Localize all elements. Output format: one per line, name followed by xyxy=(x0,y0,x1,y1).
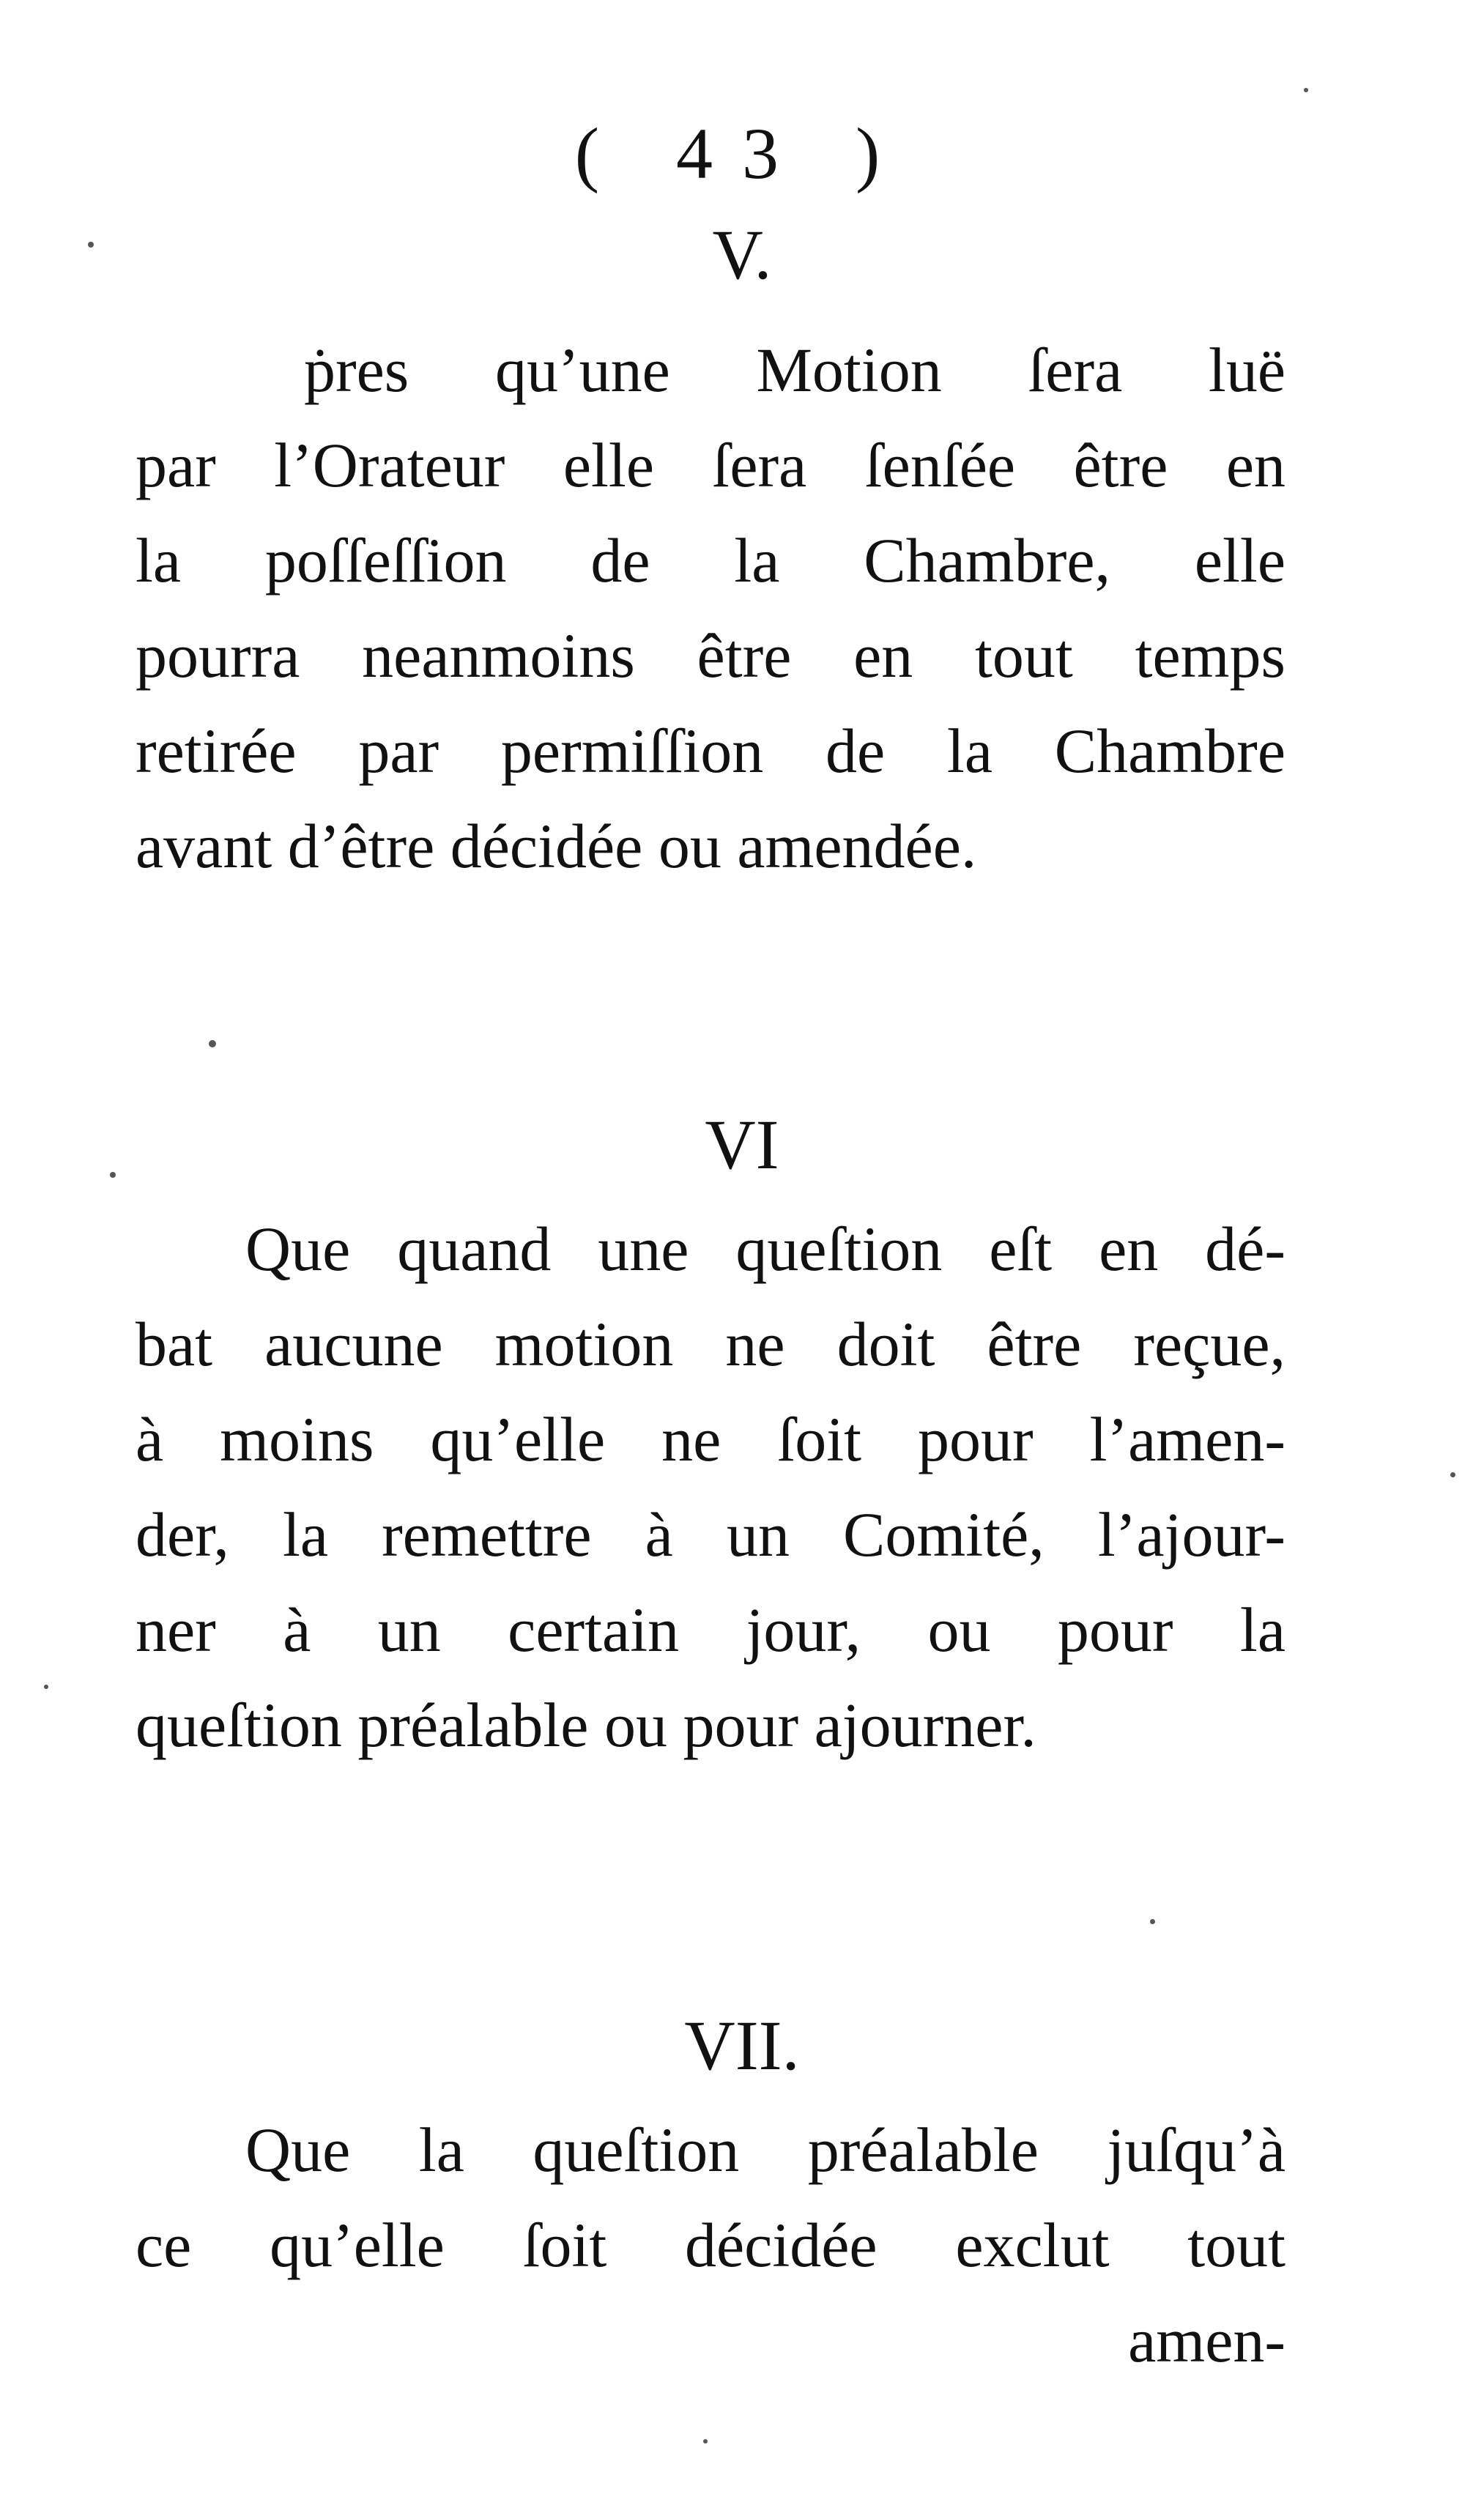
text-line: Que la queſtion préalable juſqu’à xyxy=(245,2115,1285,2185)
text-line: ce qu’elle ſoit décidée exclut tout xyxy=(136,2210,1285,2280)
text-line: à moins qu’elle ne ſoit pour l’amen- xyxy=(136,1404,1285,1474)
ink-speck xyxy=(1450,1472,1455,1477)
ink-speck xyxy=(209,1040,216,1047)
ink-speck xyxy=(703,2439,708,2443)
catchword: amen- xyxy=(1128,2305,1285,2375)
text-line: ner à un certain jour, ou pour la xyxy=(136,1595,1285,1665)
text-line: Que quand une queſtion eſt en dé- xyxy=(245,1214,1285,1284)
section-v-paragraph xyxy=(136,322,1285,894)
section-vi-paragraph xyxy=(136,1201,1285,1773)
ink-speck xyxy=(110,1172,116,1178)
section-heading-vii: VII. xyxy=(684,2006,800,2085)
section-heading-vi: VI xyxy=(705,1105,779,1184)
ink-speck xyxy=(1150,1919,1155,1924)
text-line: pourra neanmoins être en tout temps xyxy=(136,620,1285,691)
ink-speck xyxy=(1304,88,1308,92)
text-line: la poſſeſſion de la Chambre, elle xyxy=(136,525,1285,595)
section-heading-v: V. xyxy=(712,215,772,294)
section-vii-paragraph xyxy=(136,2102,1285,2388)
text-line: der, la remettre à un Comité, l’ajour- xyxy=(136,1499,1285,1570)
text-line: queſtion préalable ou pour ajourner. xyxy=(136,1690,1036,1760)
text-line: avant d’être décidée ou amendée. xyxy=(136,811,977,881)
text-line: ṗres qu’une Motion ſera luë xyxy=(304,335,1285,405)
text-line: retirée par permiſſion de la Chambre xyxy=(136,716,1285,786)
text-line: bat aucune motion ne doit être reçue, xyxy=(136,1309,1285,1379)
ink-speck xyxy=(44,1685,48,1689)
page-number: ( 43 ) xyxy=(574,113,910,194)
ink-speck xyxy=(88,242,94,248)
text-line: par l’Orateur elle ſera ſenſée être en xyxy=(136,430,1285,500)
